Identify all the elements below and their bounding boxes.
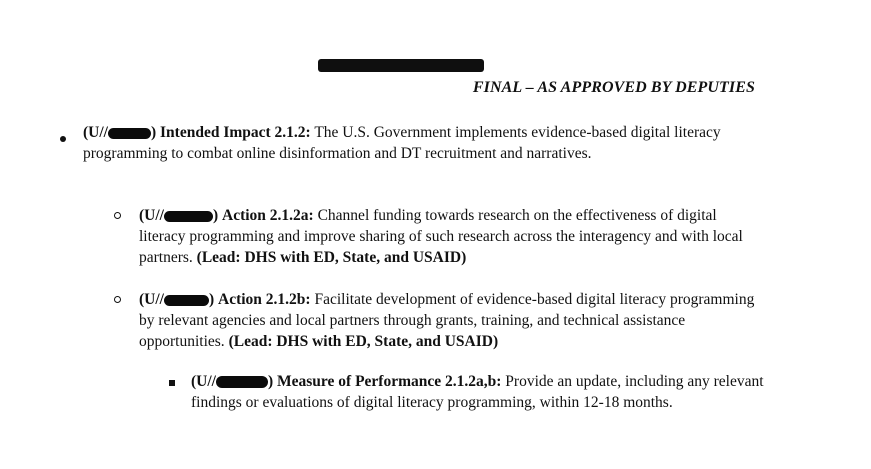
classification-prefix: (U// [83, 124, 108, 141]
bullet-square-icon [169, 380, 175, 386]
action-2-1-2a-item [139, 205, 764, 268]
bullet-dot-icon [60, 136, 66, 142]
classification-suffix: ) [150, 124, 157, 141]
classification-redaction [164, 211, 213, 222]
classification-redaction [216, 376, 268, 388]
classification-prefix: (U// [139, 291, 164, 308]
lead-text: (Lead: DHS with ED, State, and USAID) [228, 333, 499, 350]
item-text: Channel funding towards research on the effectiveness of digital literacy programming and improve sharing of such research across the interagency and with local partners. [139, 207, 743, 266]
item-text: Facilitate development of evidence-based digital literacy programming by relevant agencies and local partners through grants, training, and technical assistance opportunities. [139, 291, 755, 350]
classification-redaction [164, 295, 209, 306]
item-text: The U.S. Government implements evidence-based digital literacy programming to combat online disinformation and DT recruitment and narratives. [83, 124, 721, 162]
item-label: Measure of Performance 2.1.2a,b: [277, 373, 502, 390]
item-label: Action 2.1.2b: [218, 291, 311, 308]
item-label: Intended Impact 2.1.2: [160, 124, 311, 141]
classification-suffix: ) [208, 291, 215, 308]
item-text: Provide an update, including any relevant findings or evaluations of digital literacy programming, within 12-18 months. [191, 373, 764, 411]
item-label: Action 2.1.2a: [222, 207, 314, 224]
bullet-circle-icon [114, 212, 121, 219]
classification-suffix: ) [267, 373, 274, 390]
intended-impact-item [83, 122, 733, 164]
classification-prefix: (U// [191, 373, 216, 390]
measure-of-performance-item [191, 371, 771, 413]
bullet-circle-icon [114, 296, 121, 303]
classification-redaction [108, 128, 151, 139]
action-2-1-2b-item [139, 289, 764, 352]
classification-prefix: (U// [139, 207, 164, 224]
lead-text: (Lead: DHS with ED, State, and USAID) [196, 249, 467, 266]
status-line: FINAL – AS APPROVED BY DEPUTIES [472, 79, 755, 96]
classification-marking-redaction [318, 59, 484, 72]
classification-suffix: ) [212, 207, 219, 224]
